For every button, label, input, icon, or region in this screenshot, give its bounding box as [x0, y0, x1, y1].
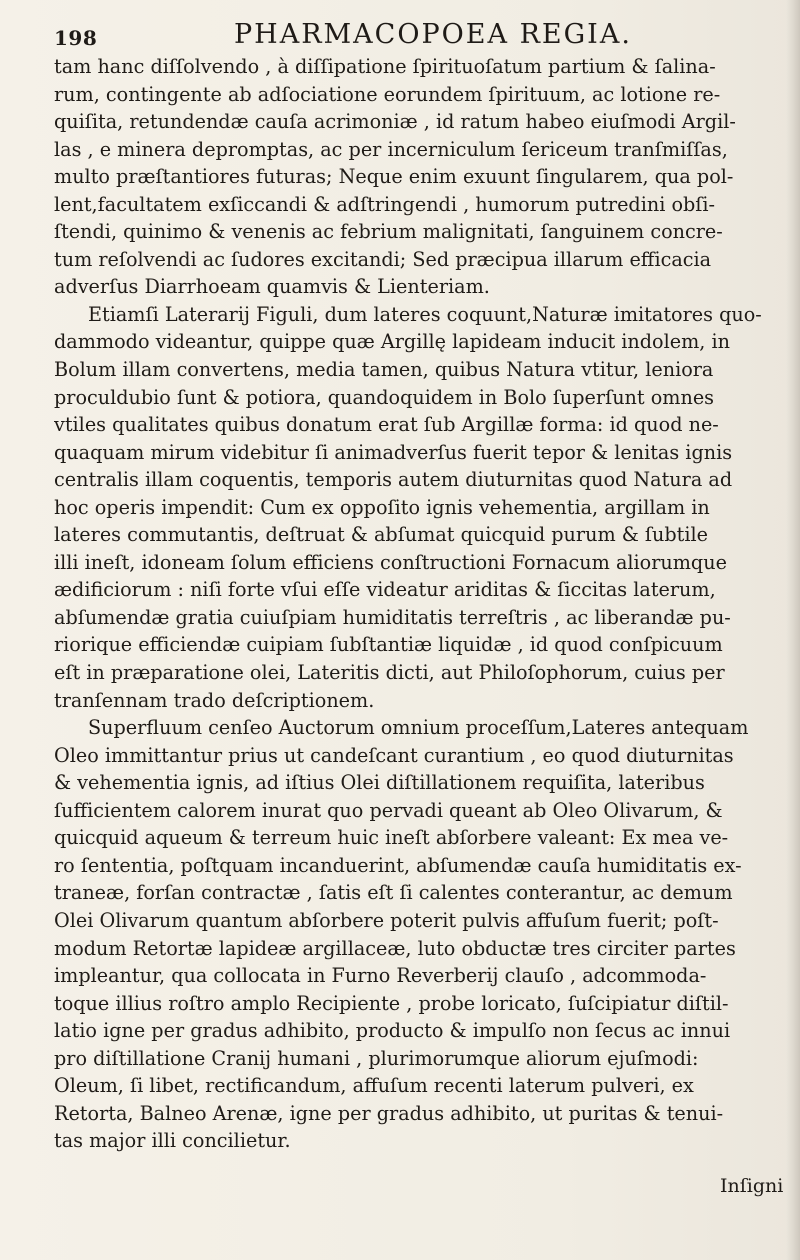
- text-line: tum reſolvendi ac ſudores excitandi; Sed præcipua illarum efficacia: [54, 247, 712, 271]
- text-line: hoc operis impendit: Cum ex oppoſito ignis vehementia, argillam in: [54, 495, 710, 519]
- text-line: eſt in præparatione olei, Lateritis dicti, aut Philoſophorum, cuius per: [54, 661, 725, 685]
- paragraph-start-line: Superfluum cenſeo Auctorum omnium proceſſum,Lateres antequam: [88, 716, 749, 740]
- text-line: toque illius roſtro amplo Recipiente , probe loricato, ſuſcipiatur diſtil-: [54, 991, 729, 1015]
- paragraph-start-line: Etiamſi Laterarij Figuli, dum lateres coquunt,Naturæ imitatores quo-: [88, 302, 762, 326]
- text-line: tam hanc diſſolvendo , à diſſipatione ſpirituoſatum partium & ſalina-: [54, 55, 716, 78]
- text-line: pro diſtillatione Cranij humani , plurimorumque aliorum ejuſmodi:: [54, 1046, 699, 1070]
- text-line: Bolum illam convertens, media tamen, quibus Natura vtitur, leniora: [54, 358, 714, 382]
- text-line: ſtendi, quinimo & venenis ac febrium malignitati, ſanguinem concre-: [54, 220, 723, 244]
- catchword: Inſigni: [720, 1175, 784, 1197]
- text-line: lateres commutantis, deſtruat & abſumat quicquid purum & ſubtile: [54, 523, 708, 547]
- text-line: centralis illam coquentis, temporis autem diuturnitas quod Natura ad: [54, 468, 733, 492]
- text-line: illi ineſt, idoneam ſolum efficiens conſtructioni Fornacum aliorumque: [54, 550, 727, 574]
- text-line: abſumendæ gratia cuiuſpiam humiditatis terreſtris , ac liberandæ pu-: [54, 605, 731, 629]
- text-line: dammodo videantur, quippe quæ Argillę lapideam inducit indolem, in: [54, 330, 730, 354]
- text-line: tas major illi concilietur.: [54, 1129, 291, 1153]
- text-line: adverſus Diarrhoeam quamvis & Lienteriam.: [54, 275, 490, 299]
- text-line: impleantur, qua collocata in Furno Reverberij clauſo , adcommoda-: [54, 964, 707, 988]
- page-number: 198: [54, 26, 98, 50]
- text-line: Oleo immittantur prius ut candeſcant curantium , eo quod diuturnitas: [54, 743, 734, 767]
- text-line: vtiles qualitates quibus donatum erat ſub Argillæ forma: id quod ne-: [54, 413, 719, 437]
- text-line: ſufficientem calorem inurat quo pervadi queant ab Oleo Olivarum, &: [54, 798, 723, 822]
- text-line: & vehementia ignis, ad iſtius Olei diſtillationem requiſita, lateribus: [54, 771, 705, 795]
- text-line: multo præſtantiores futuras; Neque enim exuunt ſingularem, qua pol-: [54, 165, 734, 189]
- text-line: las , e minera depromptas, ac per incerniculum ſericeum tranſmiſſas,: [54, 137, 728, 161]
- text-line: quaquam mirum videbitur ſi animadverſus fuerit tepor & lenitas ignis: [54, 440, 733, 464]
- page-header: [54, 16, 754, 54]
- text-line: riorique efficiendæ cuipiam ſubſtantiæ liquidæ , id quod conſpicuum: [54, 633, 723, 657]
- body-text: [54, 53, 778, 1155]
- text-line: lent,facultatem exſiccandi & adſtringendi , humorum putredini obſi-: [54, 192, 715, 216]
- text-line: proculdubio ſunt & potiora, quandoquidem in Bolo ſuperſunt omnes: [54, 385, 715, 409]
- text-line: latio igne per gradus adhibito, producto & impulſo non ſecus ac innui: [54, 1019, 731, 1043]
- text-line: modum Retortæ lapideæ argillaceæ, luto obductæ tres circiter partes: [54, 936, 736, 960]
- text-line: quicquid aqueum & terreum huic ineſt abſorbere valeant: Ex mea ve-: [54, 826, 729, 850]
- page-edge-shadow: [786, 0, 800, 1260]
- text-line: Oleum, ſi libet, rectificandum, affuſum recenti laterum pulveri, ex: [54, 1074, 694, 1098]
- text-line: quiſita, retundendæ cauſa acrimoniæ , id ratum habeo eiuſmodi Argil-: [54, 110, 736, 134]
- text-line: Retorta, Balneo Arenæ, igne per gradus adhibito, ut puritas & tenui-: [54, 1101, 724, 1125]
- text-line: tranſennam trado deſcriptionem.: [54, 688, 375, 712]
- text-line: ædificiorum : niſi forte vſui eſſe videatur ariditas & ſiccitas laterum,: [54, 578, 716, 602]
- running-title: PHARMACOPOEA REGIA.: [234, 19, 632, 50]
- text-line: rum, contingente ab adſociatione eorundem ſpirituum, ac lotione re-: [54, 82, 721, 106]
- text-line: traneæ, forſan contractæ , ſatis eſt ſi calentes conterantur, ac demum: [54, 881, 733, 905]
- text-line: ro ſententia, poſtquam incanduerint, abſumendæ cauſa humiditatis ex-: [54, 853, 742, 877]
- text-line: Olei Olivarum quantum abſorbere poterit pulvis affuſum fuerit; poſt-: [54, 908, 719, 932]
